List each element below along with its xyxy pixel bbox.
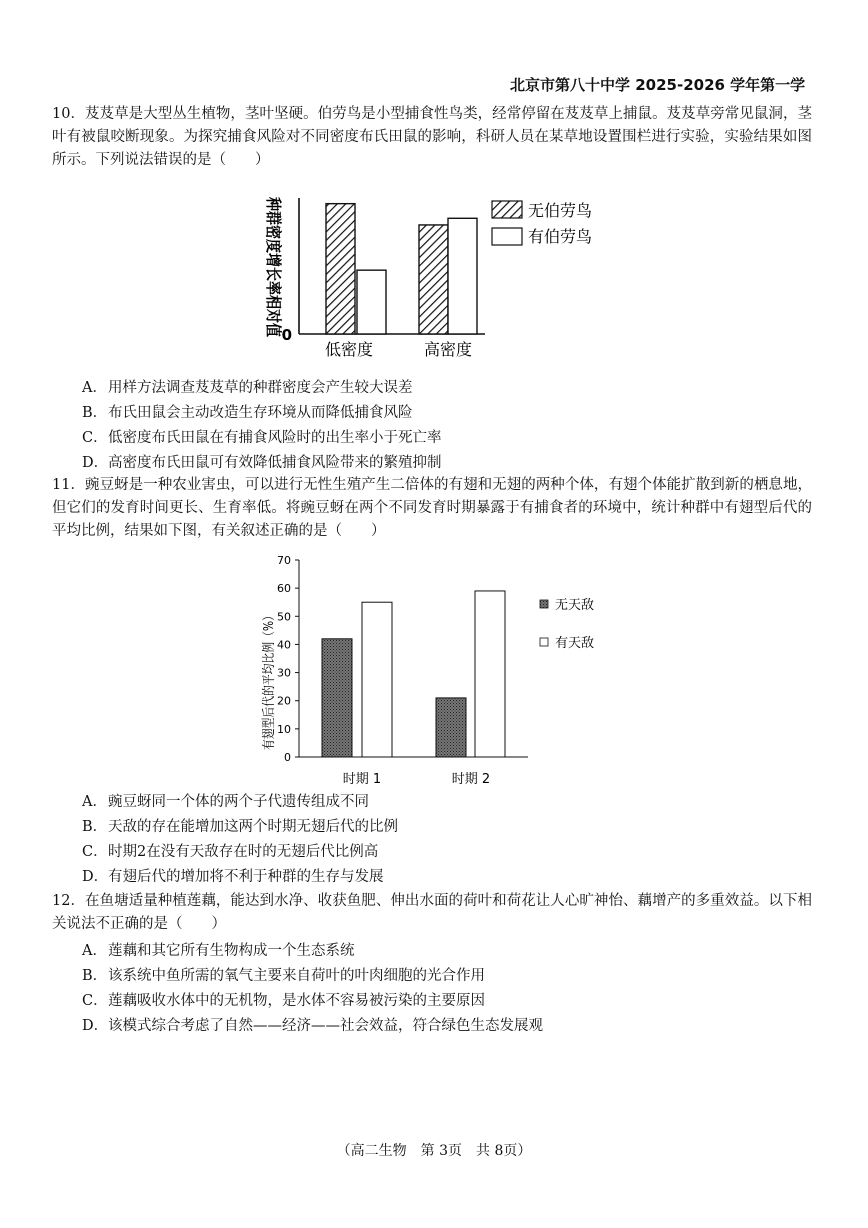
legend-swatch-no-enemy <box>540 600 548 608</box>
option-a[interactable] <box>82 939 543 964</box>
chart2-category-label: 时期 1 <box>342 772 382 787</box>
option-text: 天敌的存在能增加这两个时期无翅后代的比例 <box>108 819 398 835</box>
chart2-bars <box>322 591 505 757</box>
chart2-tick-label: 60 <box>277 582 291 596</box>
question-10-options <box>82 376 442 476</box>
legend-label-with-shrike: 有伯劳鸟 <box>528 227 593 246</box>
chart2-tick-label: 10 <box>277 722 291 736</box>
option-b[interactable] <box>82 964 543 989</box>
option-c[interactable] <box>82 426 442 451</box>
option-text: 豌豆蚜同一个体的两个子代遗传组成不同 <box>108 794 369 810</box>
option-text: 有翅后代的增加将不利于种群的生存与发展 <box>108 869 384 885</box>
bar-with-enemy <box>362 602 392 757</box>
option-text: 莲藕和其它所有生物构成一个生态系统 <box>108 943 355 959</box>
legend-swatch-with-enemy <box>540 638 548 646</box>
option-d[interactable] <box>82 865 398 890</box>
option-c[interactable] <box>82 989 543 1014</box>
chart-predation-density <box>230 183 650 363</box>
chart1-y-axis-title: 种群密度增长率相对值 <box>264 197 283 358</box>
option-letter: B． <box>82 968 108 984</box>
chart2-legend <box>540 598 594 651</box>
option-letter: C． <box>82 430 108 446</box>
legend-label-no-shrike: 无伯劳鸟 <box>528 201 593 220</box>
option-letter: D． <box>82 1018 109 1034</box>
bar-no-enemy <box>436 698 466 757</box>
option-letter: C． <box>82 993 108 1009</box>
chart1-category-label: 低密度 <box>324 340 374 359</box>
chart1-ytick-zero: 0 <box>281 326 292 344</box>
chart2-tick-label: 0 <box>284 751 291 764</box>
question-11-stem: 11．豌豆蚜是一种农业害虫，可以进行无性生殖产生二倍体的有翅和无翅的两种个体，有翅个体能扩散到新的栖息地，但它们的发育时间更长、生育率低。将豌豆蚜在两个不同发育时期暴露于有捕食者的环境中，统计种群中有翅型后代的平均比例，结果如下图，有关叙述正确的是（ ） <box>52 477 812 539</box>
chart2-y-ticks <box>277 554 299 764</box>
bar-with-enemy <box>475 591 505 757</box>
chart-winged-offspring <box>255 550 635 790</box>
question-11-options <box>82 790 398 890</box>
page-header: 北京市第八十中学 2025-2026 学年第一学 <box>510 76 806 94</box>
bar-no-shrike <box>419 225 448 334</box>
option-text: 莲藕吸收水体中的无机物，是水体不容易被污染的主要原因 <box>108 993 485 1009</box>
option-text: 该模式综合考虑了自然——经济——社会效益，符合绿色生态发展观 <box>108 1018 543 1034</box>
legend-label-no-enemy: 无天敌 <box>555 598 595 613</box>
option-letter: B． <box>82 405 108 421</box>
question-12-options <box>82 939 543 1039</box>
bar-no-shrike <box>326 204 355 334</box>
option-d[interactable] <box>82 1014 543 1039</box>
option-text: 用样方法调查芨芨草的种群密度会产生较大误差 <box>108 380 413 396</box>
chart1-legend <box>492 201 592 246</box>
option-b[interactable] <box>82 401 442 426</box>
legend-label-with-enemy: 有天敌 <box>555 636 595 651</box>
chart1-category-label: 高密度 <box>423 340 473 359</box>
chart2-tick-label: 40 <box>277 638 291 652</box>
option-letter: D． <box>82 455 109 471</box>
chart2-tick-label: 30 <box>277 666 291 680</box>
chart1-bars <box>326 204 477 334</box>
option-letter: A． <box>82 794 107 810</box>
legend-swatch-with-shrike <box>492 228 522 245</box>
option-a[interactable] <box>82 790 398 815</box>
option-d[interactable] <box>82 451 442 476</box>
option-letter: A． <box>82 943 107 959</box>
option-text: 高密度布氏田鼠可有效降低捕食风险带来的繁殖抑制 <box>108 455 442 471</box>
option-c[interactable] <box>82 840 398 865</box>
chart2-tick-label: 20 <box>277 694 291 708</box>
bar-with-shrike <box>357 270 386 334</box>
option-text: 时期2在没有天敌存在时的无翅后代比例高 <box>108 844 379 860</box>
option-text: 该系统中鱼所需的氧气主要来自荷叶的叶肉细胞的光合作用 <box>108 968 485 984</box>
chart2-category-label: 时期 2 <box>451 772 491 787</box>
chart2-y-axis-title: 有翅型后代的平均比例（%） <box>262 581 277 750</box>
page-footer: （高二生物 第 3页 共 8页） <box>336 1143 532 1159</box>
option-text: 低密度布氏田鼠在有捕食风险时的出生率小于死亡率 <box>108 430 442 446</box>
option-letter: B． <box>82 819 108 835</box>
question-10-stem: 10．芨芨草是大型丛生植物，茎叶坚硬。伯劳鸟是小型捕食性鸟类，经常停留在芨芨草上捕鼠。芨芨草旁常见鼠洞，茎叶有被鼠咬断现象。为探究捕食风险对不同密度布氏田鼠的影响，科研人员在某草地设置围栏进行实验，实验结果如图所示。下列说法错误的是（ ） <box>52 106 812 168</box>
option-a[interactable] <box>82 376 442 401</box>
option-letter: C． <box>82 844 108 860</box>
chart2-tick-label: 70 <box>277 554 291 567</box>
question-12-stem: 12．在鱼塘适量种植莲藕，能达到水净、收获鱼肥、伸出水面的荷叶和荷花让人心旷神怡、藕增产的多重效益。以下相关说法不正确的是（ ） <box>52 893 812 932</box>
bar-with-shrike <box>448 218 477 334</box>
option-letter: A． <box>82 380 107 396</box>
chart2-tick-label: 50 <box>277 610 291 624</box>
option-letter: D． <box>82 869 109 885</box>
legend-swatch-no-shrike <box>492 201 522 218</box>
bar-no-enemy <box>322 639 352 757</box>
option-b[interactable] <box>82 815 398 840</box>
option-text: 布氏田鼠会主动改造生存环境从而降低捕食风险 <box>108 405 413 421</box>
